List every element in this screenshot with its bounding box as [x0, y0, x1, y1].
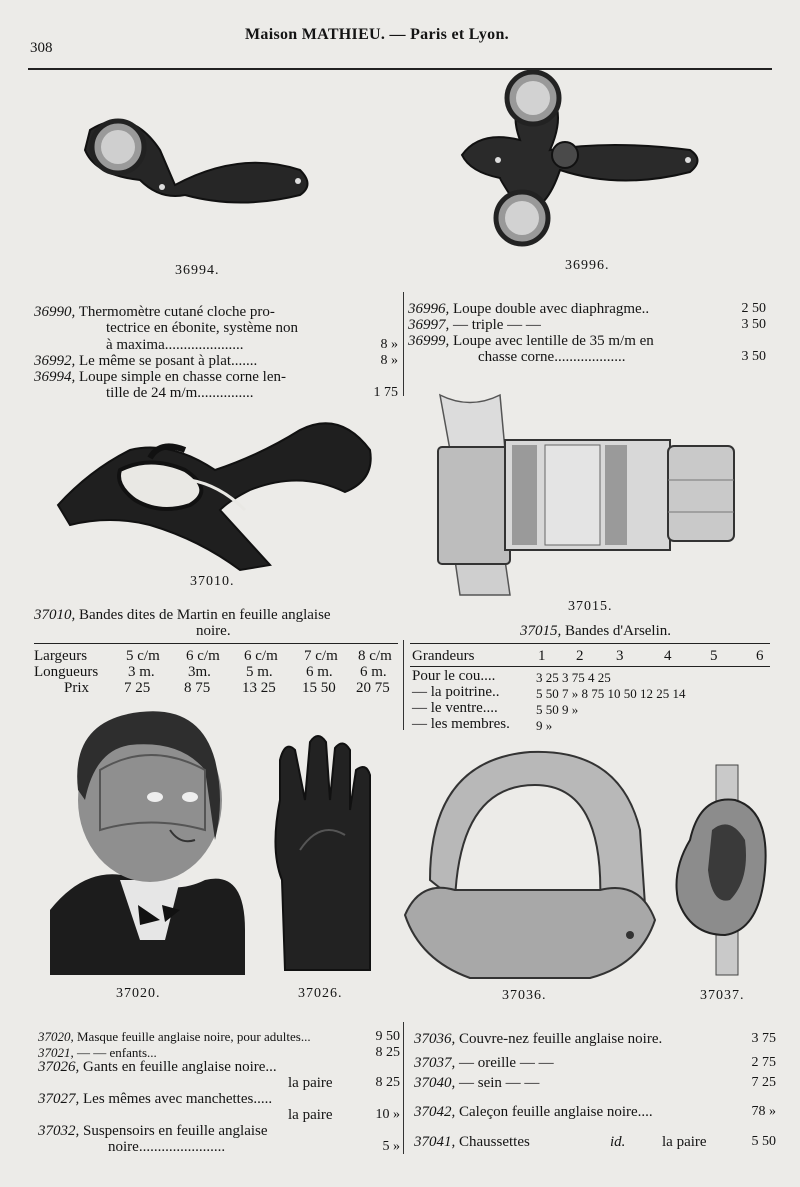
price-37032: 5 »	[382, 1139, 400, 1154]
price-37040: 7 25	[751, 1075, 776, 1090]
arselin-size: 5	[710, 648, 718, 664]
price-37041: 5 50	[751, 1134, 776, 1149]
page-title: Maison MATHIEU. — Paris et Lyon.	[245, 26, 509, 43]
price-36999: 3 50	[741, 349, 766, 364]
entry-36997: 36997, — triple — —	[408, 317, 541, 333]
arselin-row-label: Pour le cou....	[412, 668, 496, 684]
martin-length: 5 m.	[246, 664, 273, 680]
entry-37041: 37041, Chaussettes	[414, 1134, 530, 1150]
arselin-row-values: 3 25 3 75 4 25	[536, 670, 611, 685]
entry-36990: 36990, Thermomètre cutané cloche pro-	[34, 304, 275, 320]
entry-36999: 36999, Loupe avec lentille de 35 m/m en	[408, 333, 654, 349]
caption-37020: 37020.	[116, 986, 161, 1001]
martin-length: 6 m.	[360, 664, 387, 680]
martin-width: 6 c/m	[186, 648, 220, 664]
caption-36996: 36996.	[565, 258, 610, 273]
arselin-row-label: — le ventre....	[412, 700, 498, 716]
price-36996: 2 50	[741, 301, 766, 316]
arselin-row-label: — la poitrine..	[412, 684, 500, 700]
price-37021: 8 25	[375, 1045, 400, 1060]
entry-37027-paire: la paire	[288, 1107, 333, 1123]
price-37020: 9 50	[375, 1029, 400, 1044]
price-37027: 10 »	[375, 1107, 400, 1122]
martin-length: 3m.	[188, 664, 211, 680]
price-36994: 1 75	[373, 385, 398, 400]
price-36990: 8 »	[380, 337, 398, 352]
entry-36990-line2: tectrice en ébonite, système non	[106, 320, 299, 336]
arselin-row-label: — les membres.	[412, 716, 510, 732]
entry-36992: 36992, Le même se posant à plat.......	[34, 353, 258, 369]
arselin-size: 4	[664, 648, 672, 664]
martin-width: 7 c/m	[304, 648, 338, 664]
entry-37032-line2: noire.......................	[108, 1139, 226, 1155]
entry-36994: 36994, Loupe simple en chasse corne len-	[34, 369, 287, 385]
entry-37040: 37040, — sein — —	[414, 1075, 540, 1091]
entry-37026: 37026, Gants en feuille anglaise noire...	[38, 1059, 277, 1075]
entry-37041-paire: la paire	[662, 1134, 707, 1150]
martin-length: 3 m.	[128, 664, 155, 680]
arselin-header-label: Grandeurs	[412, 648, 475, 664]
martin-price: 13 25	[242, 680, 276, 696]
arselin-size: 3	[616, 648, 624, 664]
entry-36999-line2: chasse corne...................	[478, 349, 626, 365]
martin-price: 15 50	[302, 680, 336, 696]
caption-37010: 37010.	[190, 574, 235, 589]
martin-label-prices: Prix	[64, 680, 90, 696]
entry-37036: 37036, Couvre-nez feuille anglaise noire.	[414, 1031, 663, 1047]
entry-37020: 37020, Masque feuille anglaise noire, pour adultes...	[38, 1029, 311, 1044]
martin-length: 6 m.	[306, 664, 333, 680]
arselin-row-values: 5 50 9 »	[536, 702, 579, 717]
martin-width: 5 c/m	[126, 648, 160, 664]
caption-37037: 37037.	[700, 988, 745, 1003]
martin-width: 8 c/m	[358, 648, 392, 664]
arselin-size: 6	[756, 648, 764, 664]
entry-37042: 37042, Caleçon feuille anglaise noire....	[414, 1104, 653, 1120]
price-36997: 3 50	[741, 317, 766, 332]
entry-37041-id: id.	[610, 1134, 626, 1150]
martin-label-lengths: Longueurs	[34, 664, 99, 680]
entry-37010: 37010, Bandes dites de Martin en feuille anglaise	[34, 607, 331, 623]
entry-37021: 37021, — — enfants...	[38, 1045, 157, 1060]
entry-37015: 37015, Bandes d'Arselin.	[520, 623, 672, 639]
entry-37027: 37027, Les mêmes avec manchettes.....	[38, 1091, 273, 1107]
arselin-row-values: 5 50 7 » 8 75 10 50 12 25 14	[536, 686, 686, 701]
price-37037: 2 75	[751, 1055, 776, 1070]
entry-36994-line2: tille de 24 m/m...............	[106, 385, 254, 401]
arselin-size: 2	[576, 648, 584, 664]
entry-37026-paire: la paire	[288, 1075, 333, 1091]
arselin-row-values: 9 »	[536, 718, 553, 733]
caption-36994: 36994.	[175, 263, 220, 278]
entry-36996: 36996, Loupe double avec diaphragme..	[408, 301, 650, 317]
martin-label-widths: Largeurs	[34, 648, 88, 664]
caption-37036: 37036.	[502, 988, 547, 1003]
entry-37010-line2: noire.	[196, 623, 231, 639]
page-number: 308	[30, 40, 53, 56]
caption-37015: 37015.	[568, 599, 613, 614]
arselin-size: 1	[538, 648, 546, 664]
price-37042: 78 »	[751, 1104, 776, 1119]
entry-36990-line3: à maxima.....................	[106, 337, 244, 353]
entry-37032: 37032, Suspensoirs en feuille anglaise	[38, 1123, 268, 1139]
martin-price: 8 75	[184, 680, 211, 696]
entry-37037: 37037, — oreille — —	[414, 1055, 554, 1071]
price-37036: 3 75	[751, 1031, 776, 1046]
martin-price: 20 75	[356, 680, 390, 696]
price-36992: 8 »	[380, 353, 398, 368]
price-37026: 8 25	[375, 1075, 400, 1090]
caption-37026: 37026.	[298, 986, 343, 1001]
martin-price: 7 25	[124, 680, 151, 696]
martin-width: 6 c/m	[244, 648, 278, 664]
